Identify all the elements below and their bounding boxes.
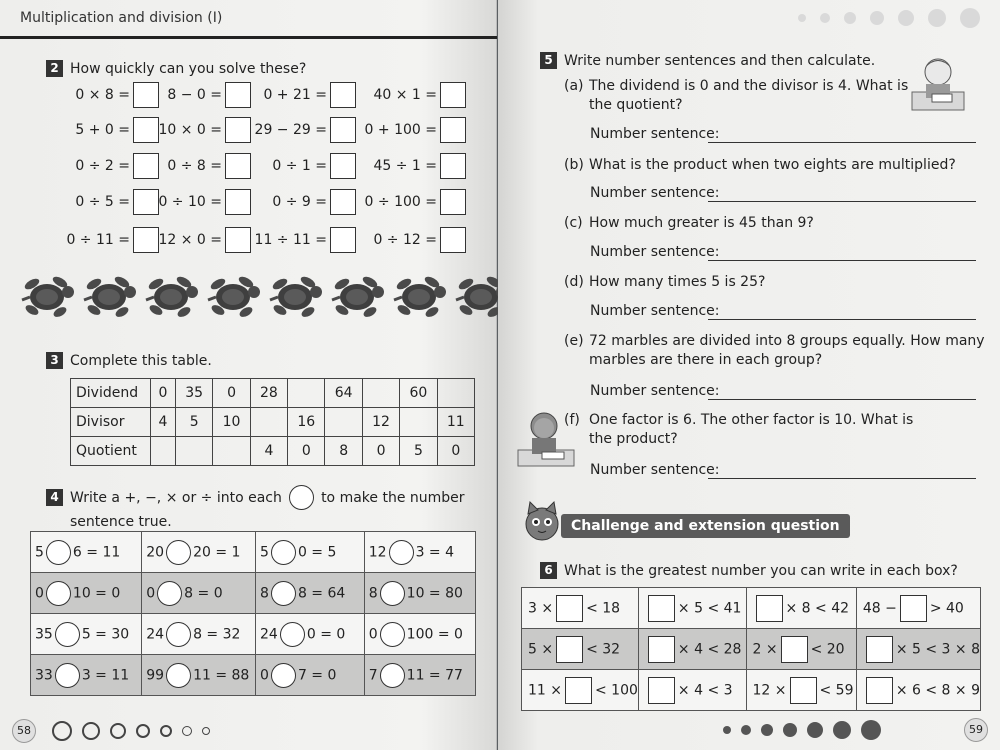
right-expression: 8 = 64 xyxy=(297,585,346,601)
q2-equation xyxy=(158,227,251,253)
suffix-text: < 59 xyxy=(819,682,854,698)
answer-box[interactable] xyxy=(866,677,893,704)
suffix-text: < 32 xyxy=(586,641,621,657)
answer-box[interactable] xyxy=(900,595,927,622)
turtle-icon xyxy=(204,272,262,320)
equation-text: 0 + 21 = xyxy=(263,87,327,103)
prefix-text: 3 × xyxy=(528,600,554,616)
answer-box[interactable] xyxy=(565,677,592,704)
answer-box[interactable] xyxy=(133,227,159,253)
operation-cell xyxy=(256,532,365,573)
empty-cell[interactable] xyxy=(400,408,437,437)
table-cell: 0 xyxy=(362,437,399,466)
q2-equation xyxy=(66,227,159,253)
table-row xyxy=(31,573,476,614)
equation-text: 5 + 0 = xyxy=(75,122,130,138)
table-cell: 0 xyxy=(213,379,250,408)
suffix-text: × 6 < 8 × 9 xyxy=(895,682,980,698)
q5-item-text xyxy=(589,332,985,370)
answer-line[interactable] xyxy=(708,478,976,479)
number-sentence-label: Number sentence: xyxy=(590,185,720,201)
operator-circle[interactable] xyxy=(46,581,71,606)
q6-table xyxy=(521,587,981,711)
table-row xyxy=(71,379,475,408)
q5-item-text xyxy=(589,77,908,115)
q2-equation xyxy=(255,227,356,253)
answer-box[interactable] xyxy=(133,189,159,215)
operator-circle[interactable] xyxy=(380,622,405,647)
q2-equation xyxy=(158,117,251,143)
operation-cell xyxy=(364,614,475,655)
suffix-text: × 8 < 42 xyxy=(785,600,850,616)
table-cell: 5 xyxy=(175,408,212,437)
answer-box[interactable] xyxy=(225,153,251,179)
turtle-icon xyxy=(328,272,386,320)
operator-circle[interactable] xyxy=(157,581,182,606)
empty-cell[interactable] xyxy=(437,379,474,408)
operation-cell xyxy=(31,532,142,573)
q5-item-text xyxy=(589,214,814,233)
right-page xyxy=(498,0,1000,750)
turtle-icon xyxy=(18,272,76,320)
equation-text: 0 ÷ 11 = xyxy=(66,232,130,248)
number-sentence-label: Number sentence: xyxy=(590,383,720,399)
suffix-text: × 5 < 3 × 8 xyxy=(895,641,980,657)
table-cell: 35 xyxy=(175,379,212,408)
inequality-cell xyxy=(522,629,639,670)
operator-circle[interactable] xyxy=(55,663,80,688)
operation-cell xyxy=(142,655,256,696)
right-expression: 6 = 11 xyxy=(72,544,121,560)
operator-circle[interactable] xyxy=(389,540,414,565)
suffix-text: < 100 xyxy=(595,682,638,698)
answer-line[interactable] xyxy=(708,201,976,202)
table-cell: 60 xyxy=(400,379,437,408)
right-page-number: 59 xyxy=(964,718,988,742)
number-sentence-label: Number sentence: xyxy=(590,462,720,478)
q5-item-text xyxy=(589,411,913,449)
q5-item-line: How many times 5 is 25? xyxy=(589,274,766,290)
right-expression: 11 = 88 xyxy=(193,667,250,683)
challenge-banner: Challenge and extension question xyxy=(561,514,850,538)
left-operand: 0 xyxy=(146,585,156,601)
operator-circle[interactable] xyxy=(271,581,296,606)
q5-heading xyxy=(540,50,875,69)
q2-equation xyxy=(158,189,251,215)
equation-text: 10 × 0 = xyxy=(158,122,222,138)
operator-circle[interactable] xyxy=(55,622,80,647)
top-dots xyxy=(798,8,980,28)
q2-equation xyxy=(373,227,466,253)
turtle-icon xyxy=(266,272,324,320)
operator-circle[interactable] xyxy=(166,540,191,565)
q2-number: 2 xyxy=(46,60,63,77)
left-operand: 0 xyxy=(35,585,44,601)
q2-equation xyxy=(75,189,159,215)
table-cell: 28 xyxy=(250,379,287,408)
equation-text: 0 ÷ 1 = xyxy=(272,158,327,174)
example-circle xyxy=(289,485,314,510)
q4-heading xyxy=(46,485,486,533)
answer-box[interactable] xyxy=(330,189,356,215)
left-operand: 5 xyxy=(260,544,269,560)
equation-text: 0 ÷ 100 = xyxy=(364,194,437,210)
table-cell: 11 xyxy=(437,408,474,437)
answer-box[interactable] xyxy=(440,117,466,143)
right-footer-dots xyxy=(723,720,881,740)
left-operand: 5 xyxy=(35,544,44,560)
q2-equation xyxy=(167,153,251,179)
number-sentence-label: Number sentence: xyxy=(590,126,720,142)
equation-text: 0 × 8 = xyxy=(75,87,130,103)
operation-cell xyxy=(142,532,256,573)
inequality-cell xyxy=(746,670,856,711)
answer-box[interactable] xyxy=(756,595,783,622)
q5-item-line: marbles are there in each group? xyxy=(589,352,823,368)
q5-item-text xyxy=(589,273,765,292)
table-row xyxy=(31,532,476,573)
prefix-text: 48 − xyxy=(862,600,897,616)
suffix-text: × 5 < 41 xyxy=(677,600,742,616)
turtle-icon xyxy=(80,272,138,320)
number-sentence-label: Number sentence: xyxy=(590,244,720,260)
q3-table xyxy=(70,378,475,466)
operation-cell xyxy=(31,614,142,655)
operator-circle[interactable] xyxy=(166,622,191,647)
operation-cell xyxy=(364,655,475,696)
q5-item-line: 72 marbles are divided into 8 groups equally. How many xyxy=(589,333,985,349)
right-expression: 7 = 0 xyxy=(297,667,337,683)
q2-equation xyxy=(167,82,251,108)
answer-box[interactable] xyxy=(133,153,159,179)
operator-circle[interactable] xyxy=(380,581,405,606)
empty-cell[interactable] xyxy=(250,408,287,437)
q5-item-line: The dividend is 0 and the divisor is 4. What is xyxy=(589,78,909,94)
q6-number: 6 xyxy=(540,562,557,579)
answer-box[interactable] xyxy=(330,82,356,108)
operation-cell xyxy=(31,573,142,614)
answer-box[interactable] xyxy=(866,636,893,663)
operation-cell xyxy=(31,655,142,696)
equation-text: 11 ÷ 11 = xyxy=(254,232,327,248)
left-operand: 12 xyxy=(368,544,387,560)
left-footer-dots xyxy=(52,721,210,741)
table-cell: 0 xyxy=(288,437,325,466)
suffix-text: < 18 xyxy=(586,600,621,616)
right-expression: 10 = 0 xyxy=(72,585,121,601)
left-operand: 35 xyxy=(35,626,53,642)
equation-text: 12 × 0 = xyxy=(158,232,222,248)
operation-cell xyxy=(256,573,365,614)
q5-item-line: How much greater is 45 than 9? xyxy=(589,215,814,231)
suffix-text: < 20 xyxy=(810,641,845,657)
table-row xyxy=(31,614,476,655)
equation-text: 0 ÷ 10 = xyxy=(158,194,222,210)
right-expression: 0 = 5 xyxy=(297,544,337,560)
empty-cell[interactable] xyxy=(175,437,212,466)
table-cell: 0 xyxy=(437,437,474,466)
answer-box[interactable] xyxy=(781,636,808,663)
inequality-cell xyxy=(856,670,980,711)
table-row xyxy=(71,408,475,437)
prefix-text: 2 × xyxy=(752,641,778,657)
q5-item-label: (e) xyxy=(564,333,584,349)
operator-circle[interactable] xyxy=(380,663,405,688)
row-header: Quotient xyxy=(71,437,151,466)
answer-box[interactable] xyxy=(225,82,251,108)
prefix-text: 11 × xyxy=(528,682,562,698)
q3-heading xyxy=(46,350,212,369)
answer-box[interactable] xyxy=(790,677,817,704)
prefix-text: 12 × xyxy=(752,682,787,698)
answer-box[interactable] xyxy=(648,636,675,663)
inequality-cell xyxy=(746,588,856,629)
operation-cell xyxy=(256,655,365,696)
prefix-text: 5 × xyxy=(528,641,554,657)
table-cell: 0 xyxy=(151,379,176,408)
q6-text: What is the greatest number you can write in each box? xyxy=(564,563,958,579)
header-rule xyxy=(0,36,497,39)
left-page xyxy=(0,0,497,750)
right-expression: 20 = 1 xyxy=(193,544,241,560)
answer-box[interactable] xyxy=(225,117,251,143)
equation-text: 45 ÷ 1 = xyxy=(373,158,437,174)
answer-box[interactable] xyxy=(440,189,466,215)
inequality-cell xyxy=(522,670,639,711)
answer-box[interactable] xyxy=(330,227,356,253)
operator-circle[interactable] xyxy=(271,663,296,688)
empty-cell[interactable] xyxy=(288,379,325,408)
suffix-text: × 4 < 3 xyxy=(677,682,733,698)
table-row xyxy=(522,588,981,629)
answer-box[interactable] xyxy=(330,153,356,179)
q4-number: 4 xyxy=(46,489,63,506)
inequality-cell xyxy=(522,588,639,629)
answer-line[interactable] xyxy=(708,399,976,400)
answer-box[interactable] xyxy=(133,82,159,108)
table-row xyxy=(522,629,981,670)
q4-table xyxy=(30,531,476,696)
equation-text: 0 ÷ 2 = xyxy=(75,158,130,174)
chapter-title: Multiplication and division (I) xyxy=(20,10,223,26)
answer-box[interactable] xyxy=(648,595,675,622)
table-cell: 4 xyxy=(250,437,287,466)
row-header: Dividend xyxy=(71,379,151,408)
q5-item-line: the product? xyxy=(589,431,678,447)
table-cell: 64 xyxy=(325,379,362,408)
q5-text: Write number sentences and then calculate. xyxy=(564,53,876,69)
inequality-cell xyxy=(746,629,856,670)
q2-heading xyxy=(46,58,306,77)
right-expression: 100 = 0 xyxy=(406,626,463,642)
right-expression: 3 = 4 xyxy=(415,544,455,560)
q2-equation xyxy=(75,82,159,108)
empty-cell[interactable] xyxy=(151,437,176,466)
operator-circle[interactable] xyxy=(271,540,296,565)
answer-box[interactable] xyxy=(133,117,159,143)
right-expression: 5 = 30 xyxy=(81,626,130,642)
turtle-row xyxy=(18,272,510,320)
turtle-icon xyxy=(390,272,448,320)
inequality-cell xyxy=(638,670,746,711)
right-expression: 8 = 0 xyxy=(184,585,223,601)
q4-text-c: sentence true. xyxy=(70,514,172,530)
table-row xyxy=(31,655,476,696)
q4-text-b: to make the number xyxy=(321,490,465,506)
q5-item-label: (f) xyxy=(564,412,580,428)
answer-box[interactable] xyxy=(648,677,675,704)
q5-item-label: (a) xyxy=(564,78,584,94)
operator-circle[interactable] xyxy=(280,622,305,647)
left-operand: 8 xyxy=(260,585,269,601)
right-expression: 3 = 11 xyxy=(81,667,130,683)
answer-box[interactable] xyxy=(556,595,583,622)
q5-item-label: (c) xyxy=(564,215,583,231)
q2-equation xyxy=(272,153,356,179)
row-header: Divisor xyxy=(71,408,151,437)
equation-text: 0 ÷ 9 = xyxy=(272,194,327,210)
left-operand: 8 xyxy=(368,585,378,601)
q2-equation xyxy=(75,117,159,143)
inequality-cell xyxy=(638,629,746,670)
left-operand: 7 xyxy=(368,667,378,683)
equation-text: 0 ÷ 12 = xyxy=(373,232,437,248)
boy-writing-illustration xyxy=(516,408,576,470)
inequality-cell xyxy=(856,629,980,670)
q5-item-line: One factor is 6. The other factor is 10. What is xyxy=(589,412,914,428)
table-cell: 8 xyxy=(325,437,362,466)
q2-equation xyxy=(263,82,356,108)
operation-cell xyxy=(256,614,365,655)
answer-line[interactable] xyxy=(708,142,976,143)
answer-line[interactable] xyxy=(708,319,976,320)
q2-equation xyxy=(373,153,466,179)
left-operand: 24 xyxy=(146,626,165,642)
q5-item-line: What is the product when two eights are multiplied? xyxy=(589,157,956,173)
number-sentence-label: Number sentence: xyxy=(590,303,720,319)
suffix-text: × 4 < 28 xyxy=(677,641,742,657)
left-operand: 99 xyxy=(146,667,165,683)
left-operand: 20 xyxy=(146,544,165,560)
suffix-text: > 40 xyxy=(929,600,964,616)
q2-equation xyxy=(272,189,356,215)
left-operand: 0 xyxy=(368,626,378,642)
inequality-cell xyxy=(638,588,746,629)
answer-box[interactable] xyxy=(440,82,466,108)
equation-text: 0 ÷ 5 = xyxy=(75,194,130,210)
q6-heading xyxy=(540,560,958,579)
left-operand: 33 xyxy=(35,667,53,683)
q2-text: How quickly can you solve these? xyxy=(70,61,307,77)
table-cell: 12 xyxy=(362,408,399,437)
equation-text: 0 ÷ 8 = xyxy=(167,158,222,174)
q4-text-a: Write a +, −, × or ÷ into each xyxy=(70,490,282,506)
left-page-number: 58 xyxy=(12,719,36,743)
operation-cell xyxy=(364,573,475,614)
answer-line[interactable] xyxy=(708,260,976,261)
q3-number: 3 xyxy=(46,352,63,369)
q2-equation xyxy=(75,153,159,179)
cat-mascot-icon xyxy=(518,498,566,546)
q2-equation xyxy=(373,82,466,108)
boy-reading-illustration xyxy=(908,52,968,114)
table-cell: 4 xyxy=(151,408,176,437)
equation-text: 8 − 0 = xyxy=(167,87,222,103)
q3-text: Complete this table. xyxy=(70,353,212,369)
operation-cell xyxy=(142,614,256,655)
answer-box[interactable] xyxy=(440,227,466,253)
answer-box[interactable] xyxy=(440,153,466,179)
q5-item-label: (d) xyxy=(564,274,584,290)
inequality-cell xyxy=(856,588,980,629)
empty-cell[interactable] xyxy=(362,379,399,408)
right-expression: 0 = 0 xyxy=(306,626,346,642)
empty-cell[interactable] xyxy=(213,437,250,466)
operator-circle[interactable] xyxy=(46,540,71,565)
q5-item-label: (b) xyxy=(564,157,584,173)
operation-cell xyxy=(142,573,256,614)
right-expression: 11 = 77 xyxy=(406,667,463,683)
q2-equation xyxy=(255,117,356,143)
q5-number: 5 xyxy=(540,52,557,69)
table-cell: 16 xyxy=(288,408,325,437)
answer-box[interactable] xyxy=(556,636,583,663)
answer-box[interactable] xyxy=(330,117,356,143)
equation-text: 40 × 1 = xyxy=(373,87,437,103)
table-cell: 10 xyxy=(213,408,250,437)
equation-text: 0 + 100 = xyxy=(364,122,437,138)
table-row xyxy=(71,437,475,466)
q2-equation xyxy=(365,117,466,143)
operation-cell xyxy=(364,532,475,573)
q2-equation xyxy=(365,189,466,215)
table-row xyxy=(522,670,981,711)
equation-text: 29 − 29 = xyxy=(254,122,327,138)
left-operand: 0 xyxy=(260,667,269,683)
right-expression: 8 = 32 xyxy=(193,626,241,642)
answer-box[interactable] xyxy=(225,189,251,215)
right-expression: 10 = 80 xyxy=(406,585,463,601)
operator-circle[interactable] xyxy=(166,663,191,688)
table-cell: 5 xyxy=(400,437,437,466)
empty-cell[interactable] xyxy=(325,408,362,437)
turtle-icon xyxy=(142,272,200,320)
answer-box[interactable] xyxy=(225,227,251,253)
q5-item-line: the quotient? xyxy=(589,97,683,113)
left-operand: 24 xyxy=(260,626,278,642)
q5-item-text xyxy=(589,156,956,175)
